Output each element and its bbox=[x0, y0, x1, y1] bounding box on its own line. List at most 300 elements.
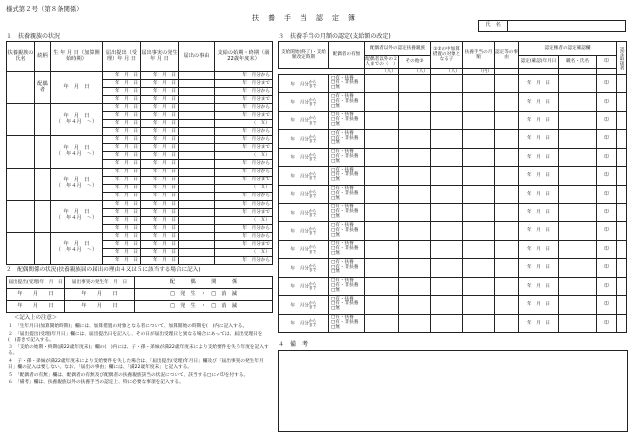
approve-date[interactable]: 年 月 日 bbox=[519, 93, 559, 111]
approve-date[interactable]: 年 月 日 bbox=[519, 75, 559, 93]
approver-name[interactable] bbox=[559, 111, 597, 129]
spouse-checkbox[interactable]: □有・非扶養 bbox=[331, 80, 359, 86]
reason-cell[interactable] bbox=[179, 208, 215, 216]
reason-cell[interactable] bbox=[179, 80, 215, 88]
from-to-options[interactable] bbox=[309, 245, 317, 253]
occurred-date[interactable]: 年 月 日 bbox=[141, 184, 179, 192]
from-to-options[interactable] bbox=[309, 301, 317, 309]
value-cell[interactable] bbox=[431, 130, 463, 148]
period-cell[interactable]: 年 月分まで bbox=[215, 208, 273, 216]
period-cell[interactable]: 年 月分から bbox=[215, 104, 273, 112]
approve-date[interactable]: 年 月 日 bbox=[519, 185, 559, 203]
s2-date[interactable]: 年 月 日 bbox=[65, 289, 135, 301]
start-month[interactable] bbox=[279, 185, 329, 203]
dependent-name[interactable] bbox=[7, 232, 35, 264]
approve-date[interactable]: 年 月 日 bbox=[519, 296, 559, 314]
spouse-checkbox[interactable]: □無 bbox=[331, 232, 340, 238]
value-cell[interactable] bbox=[495, 296, 519, 314]
spouse-checkbox[interactable]: □無 bbox=[331, 121, 340, 127]
value-cell[interactable] bbox=[365, 167, 399, 185]
start-month[interactable] bbox=[279, 75, 329, 93]
spouse-checkbox[interactable]: □無 bbox=[331, 195, 340, 201]
submitted-date[interactable]: 年 月 日 bbox=[103, 232, 141, 240]
spouse-status[interactable] bbox=[329, 296, 365, 314]
value-cell[interactable] bbox=[399, 185, 431, 203]
value-cell[interactable] bbox=[431, 296, 463, 314]
value-cell[interactable] bbox=[463, 277, 495, 295]
spouse-checkbox[interactable]: □無 bbox=[331, 250, 340, 256]
submitted-date[interactable]: 年 月 日 bbox=[103, 80, 141, 88]
spouse-checkbox[interactable]: □有・非扶養 bbox=[331, 135, 359, 141]
spouse-checkbox[interactable]: □無 bbox=[331, 324, 340, 330]
period-cell[interactable]: 年 月分まで bbox=[215, 240, 273, 248]
value-cell[interactable] bbox=[495, 75, 519, 93]
dependent-name[interactable] bbox=[7, 200, 35, 232]
dependent-name[interactable] bbox=[7, 136, 35, 168]
period-cell[interactable]: （ Ｘ） bbox=[215, 152, 273, 160]
reason-cell[interactable] bbox=[179, 184, 215, 192]
dependent-relation[interactable] bbox=[35, 168, 51, 200]
dependent-birth[interactable] bbox=[51, 104, 103, 136]
value-cell[interactable] bbox=[399, 203, 431, 221]
spouse-checkbox[interactable]: □無 bbox=[331, 177, 340, 183]
spouse-checkbox[interactable]: □無 bbox=[331, 103, 340, 109]
seal-cell[interactable]: 印 bbox=[597, 277, 617, 295]
dependent-name[interactable] bbox=[7, 104, 35, 136]
dependent-birth[interactable] bbox=[51, 168, 103, 200]
value-cell[interactable] bbox=[495, 259, 519, 277]
submitted-date[interactable]: 年 月 日 bbox=[103, 72, 141, 80]
occurred-date[interactable]: 年 月 日 bbox=[141, 224, 179, 232]
spouse-checkbox[interactable]: □有・非扶養 bbox=[331, 209, 359, 215]
spouse-checkbox[interactable]: □有・扶養 bbox=[331, 222, 354, 228]
spouse-status[interactable] bbox=[329, 130, 365, 148]
spouse-checkbox[interactable]: □有・非扶養 bbox=[331, 190, 359, 196]
spouse-status[interactable] bbox=[329, 148, 365, 166]
value-cell[interactable] bbox=[365, 296, 399, 314]
from-to-options[interactable] bbox=[309, 209, 317, 217]
s2-date[interactable]: 年 月 日 bbox=[7, 301, 65, 313]
reason-cell[interactable] bbox=[179, 96, 215, 104]
reason-cell[interactable] bbox=[179, 248, 215, 256]
approver-name[interactable] bbox=[559, 167, 597, 185]
value-cell[interactable] bbox=[365, 222, 399, 240]
occurred-date[interactable]: 年 月 日 bbox=[141, 128, 179, 136]
occurred-date[interactable]: 年 月 日 bbox=[141, 152, 179, 160]
reason-cell[interactable] bbox=[179, 136, 215, 144]
reason-cell[interactable] bbox=[179, 120, 215, 128]
dependent-relation[interactable] bbox=[35, 232, 51, 264]
spouse-checkbox[interactable]: □無 bbox=[331, 269, 340, 275]
occurred-date[interactable]: 年 月 日 bbox=[141, 104, 179, 112]
reason-cell[interactable] bbox=[179, 232, 215, 240]
from-to-options[interactable] bbox=[309, 172, 317, 180]
start-month[interactable] bbox=[279, 314, 329, 332]
dependent-name[interactable] bbox=[7, 72, 35, 104]
handler-cell[interactable] bbox=[617, 222, 627, 240]
occurred-date[interactable]: 年 月 日 bbox=[141, 168, 179, 176]
spouse-status[interactable] bbox=[329, 240, 365, 258]
value-cell[interactable] bbox=[365, 130, 399, 148]
handler-cell[interactable] bbox=[617, 240, 627, 258]
spouse-checkbox[interactable]: □有・非扶養 bbox=[331, 282, 359, 288]
occurred-date[interactable]: 年 月 日 bbox=[141, 192, 179, 200]
handler-cell[interactable] bbox=[617, 296, 627, 314]
handler-cell[interactable] bbox=[617, 314, 627, 332]
spouse-status[interactable] bbox=[329, 167, 365, 185]
reason-cell[interactable] bbox=[179, 104, 215, 112]
period-cell[interactable]: 年 月分まで bbox=[215, 96, 273, 104]
seal-cell[interactable]: 印 bbox=[597, 167, 617, 185]
value-cell[interactable] bbox=[399, 259, 431, 277]
handler-cell[interactable] bbox=[617, 185, 627, 203]
value-cell[interactable] bbox=[463, 93, 495, 111]
submitted-date[interactable]: 年 月 日 bbox=[103, 200, 141, 208]
approver-name[interactable] bbox=[559, 296, 597, 314]
from-to-options[interactable] bbox=[309, 282, 317, 290]
approve-date[interactable]: 年 月 日 bbox=[519, 167, 559, 185]
spouse-checkbox[interactable]: □有・扶養 bbox=[331, 149, 354, 155]
reason-cell[interactable] bbox=[179, 192, 215, 200]
reason-cell[interactable] bbox=[179, 200, 215, 208]
approve-date[interactable]: 年 月 日 bbox=[519, 314, 559, 332]
occurred-date[interactable]: 年 月 日 bbox=[141, 240, 179, 248]
spouse-status[interactable] bbox=[329, 203, 365, 221]
occurred-date[interactable]: 年 月 日 bbox=[141, 176, 179, 184]
submitted-date[interactable]: 年 月 日 bbox=[103, 96, 141, 104]
value-cell[interactable] bbox=[463, 148, 495, 166]
occurred-date[interactable]: 年 月 日 bbox=[141, 88, 179, 96]
from-to-options[interactable] bbox=[309, 319, 317, 327]
value-cell[interactable] bbox=[365, 277, 399, 295]
value-cell[interactable] bbox=[495, 222, 519, 240]
occurred-date[interactable]: 年 月 日 bbox=[141, 80, 179, 88]
approver-name[interactable] bbox=[559, 130, 597, 148]
s2-date[interactable]: 年 月 日 bbox=[65, 301, 135, 313]
value-cell[interactable] bbox=[463, 222, 495, 240]
spouse-checkbox[interactable]: □有・扶養 bbox=[331, 278, 354, 284]
occurred-date[interactable]: 年 月 日 bbox=[141, 160, 179, 168]
start-month[interactable] bbox=[279, 148, 329, 166]
value-cell[interactable] bbox=[431, 93, 463, 111]
from-to-options[interactable] bbox=[309, 264, 317, 272]
spouse-checkbox[interactable]: □無 bbox=[331, 85, 340, 91]
value-cell[interactable] bbox=[495, 93, 519, 111]
spouse-checkbox[interactable]: □有・扶養 bbox=[331, 241, 354, 247]
s2-date[interactable]: 年 月 日 bbox=[7, 289, 65, 301]
occurred-date[interactable]: 年 月 日 bbox=[141, 256, 179, 264]
occurred-date[interactable]: 年 月 日 bbox=[141, 72, 179, 80]
submitted-date[interactable]: 年 月 日 bbox=[103, 192, 141, 200]
start-month[interactable] bbox=[279, 93, 329, 111]
approve-date[interactable]: 年 月 日 bbox=[519, 259, 559, 277]
submitted-date[interactable]: 年 月 日 bbox=[103, 256, 141, 264]
value-cell[interactable] bbox=[495, 148, 519, 166]
spouse-status[interactable] bbox=[329, 222, 365, 240]
spouse-checkbox[interactable]: □有・扶養 bbox=[331, 112, 354, 118]
submitted-date[interactable]: 年 月 日 bbox=[103, 184, 141, 192]
approver-name[interactable] bbox=[559, 148, 597, 166]
start-month[interactable] bbox=[279, 203, 329, 221]
approver-name[interactable] bbox=[559, 203, 597, 221]
period-cell[interactable]: 年 月分から bbox=[215, 72, 273, 80]
spouse-checkbox[interactable]: □有・非扶養 bbox=[331, 172, 359, 178]
seal-cell[interactable]: 印 bbox=[597, 222, 617, 240]
value-cell[interactable] bbox=[463, 130, 495, 148]
period-cell[interactable]: 年 月分から bbox=[215, 168, 273, 176]
approver-name[interactable] bbox=[559, 277, 597, 295]
spouse-status[interactable] bbox=[329, 75, 365, 93]
approve-date[interactable]: 年 月 日 bbox=[519, 130, 559, 148]
approver-name[interactable] bbox=[559, 93, 597, 111]
seal-cell[interactable]: 印 bbox=[597, 93, 617, 111]
start-month[interactable] bbox=[279, 259, 329, 277]
spouse-checkbox[interactable]: □無 bbox=[331, 140, 340, 146]
submitted-date[interactable]: 年 月 日 bbox=[103, 112, 141, 120]
handler-cell[interactable] bbox=[617, 167, 627, 185]
handler-cell[interactable] bbox=[617, 148, 627, 166]
dependent-relation[interactable] bbox=[35, 104, 51, 136]
value-cell[interactable] bbox=[463, 167, 495, 185]
reason-cell[interactable] bbox=[179, 112, 215, 120]
approve-date[interactable]: 年 月 日 bbox=[519, 203, 559, 221]
remarks-box[interactable] bbox=[278, 350, 628, 432]
value-cell[interactable] bbox=[365, 75, 399, 93]
reason-cell[interactable] bbox=[179, 152, 215, 160]
value-cell[interactable] bbox=[495, 240, 519, 258]
period-cell[interactable]: 年 月分まで bbox=[215, 176, 273, 184]
spouse-checkbox[interactable]: □有・非扶養 bbox=[331, 301, 359, 307]
value-cell[interactable] bbox=[399, 130, 431, 148]
handler-cell[interactable] bbox=[617, 259, 627, 277]
period-cell[interactable]: （ Ｘ） bbox=[215, 120, 273, 128]
reason-cell[interactable] bbox=[179, 240, 215, 248]
reason-cell[interactable] bbox=[179, 128, 215, 136]
reason-cell[interactable] bbox=[179, 256, 215, 264]
seal-cell[interactable]: 印 bbox=[597, 259, 617, 277]
value-cell[interactable] bbox=[399, 240, 431, 258]
reason-cell[interactable] bbox=[179, 176, 215, 184]
dependent-birth[interactable] bbox=[51, 136, 103, 168]
submitted-date[interactable]: 年 月 日 bbox=[103, 208, 141, 216]
start-month[interactable] bbox=[279, 277, 329, 295]
value-cell[interactable] bbox=[431, 75, 463, 93]
occurred-date[interactable]: 年 月 日 bbox=[141, 96, 179, 104]
approver-name[interactable] bbox=[559, 75, 597, 93]
reason-cell[interactable] bbox=[179, 72, 215, 80]
seal-cell[interactable]: 印 bbox=[597, 240, 617, 258]
period-cell[interactable]: 年 月分から bbox=[215, 224, 273, 232]
handler-cell[interactable] bbox=[617, 93, 627, 111]
value-cell[interactable] bbox=[365, 185, 399, 203]
reason-cell[interactable] bbox=[179, 160, 215, 168]
value-cell[interactable] bbox=[463, 185, 495, 203]
spouse-checkbox[interactable]: □有・扶養 bbox=[331, 259, 354, 265]
value-cell[interactable] bbox=[399, 277, 431, 295]
spouse-status[interactable] bbox=[329, 93, 365, 111]
value-cell[interactable] bbox=[495, 277, 519, 295]
s2-occur-options[interactable]: □ 発 生 ・ □ 消 滅 bbox=[135, 301, 273, 313]
handler-cell[interactable] bbox=[617, 111, 627, 129]
value-cell[interactable] bbox=[399, 296, 431, 314]
dependent-name[interactable] bbox=[7, 168, 35, 200]
value-cell[interactable] bbox=[463, 240, 495, 258]
from-to-options[interactable] bbox=[309, 227, 317, 235]
period-cell[interactable]: 年 月分から bbox=[215, 232, 273, 240]
spouse-checkbox[interactable]: □有・非扶養 bbox=[331, 98, 359, 104]
period-cell[interactable]: 年 月分まで bbox=[215, 144, 273, 152]
submitted-date[interactable]: 年 月 日 bbox=[103, 120, 141, 128]
seal-cell[interactable]: 印 bbox=[597, 148, 617, 166]
value-cell[interactable] bbox=[431, 111, 463, 129]
value-cell[interactable] bbox=[365, 314, 399, 332]
period-cell[interactable]: （ Ｘ） bbox=[215, 248, 273, 256]
approve-date[interactable]: 年 月 日 bbox=[519, 111, 559, 129]
value-cell[interactable] bbox=[365, 203, 399, 221]
seal-cell[interactable]: 印 bbox=[597, 130, 617, 148]
period-cell[interactable]: 年 月分から bbox=[215, 136, 273, 144]
dependent-birth[interactable] bbox=[51, 72, 103, 104]
period-cell[interactable]: 年 月分から bbox=[215, 160, 273, 168]
value-cell[interactable] bbox=[365, 148, 399, 166]
handler-cell[interactable] bbox=[617, 130, 627, 148]
spouse-checkbox[interactable]: □有・非扶養 bbox=[331, 264, 359, 270]
spouse-checkbox[interactable]: □有・扶養 bbox=[331, 75, 354, 81]
from-to-options[interactable] bbox=[309, 135, 317, 143]
reason-cell[interactable] bbox=[179, 168, 215, 176]
submitted-date[interactable]: 年 月 日 bbox=[103, 88, 141, 96]
from-to-options[interactable] bbox=[309, 98, 317, 106]
value-cell[interactable] bbox=[365, 259, 399, 277]
submitted-date[interactable]: 年 月 日 bbox=[103, 216, 141, 224]
start-month[interactable] bbox=[279, 111, 329, 129]
value-cell[interactable] bbox=[365, 111, 399, 129]
submitted-date[interactable]: 年 月 日 bbox=[103, 152, 141, 160]
value-cell[interactable] bbox=[431, 148, 463, 166]
start-month[interactable] bbox=[279, 130, 329, 148]
period-cell[interactable]: 年 月分まで bbox=[215, 80, 273, 88]
start-month[interactable] bbox=[279, 222, 329, 240]
spouse-checkbox[interactable]: □無 bbox=[331, 158, 340, 164]
name-field[interactable] bbox=[508, 21, 626, 32]
period-cell[interactable]: （ Ｘ） bbox=[215, 184, 273, 192]
submitted-date[interactable]: 年 月 日 bbox=[103, 128, 141, 136]
dependent-birth[interactable] bbox=[51, 200, 103, 232]
occurred-date[interactable]: 年 月 日 bbox=[141, 208, 179, 216]
spouse-checkbox[interactable]: □有・非扶養 bbox=[331, 319, 359, 325]
value-cell[interactable] bbox=[495, 203, 519, 221]
occurred-date[interactable]: 年 月 日 bbox=[141, 200, 179, 208]
approver-name[interactable] bbox=[559, 314, 597, 332]
value-cell[interactable] bbox=[399, 167, 431, 185]
value-cell[interactable] bbox=[495, 167, 519, 185]
submitted-date[interactable]: 年 月 日 bbox=[103, 224, 141, 232]
value-cell[interactable] bbox=[463, 75, 495, 93]
dependent-relation[interactable]: 配偶者 bbox=[35, 72, 51, 104]
reason-cell[interactable] bbox=[179, 224, 215, 232]
spouse-checkbox[interactable]: □有・扶養 bbox=[331, 204, 354, 210]
value-cell[interactable] bbox=[463, 259, 495, 277]
value-cell[interactable] bbox=[431, 167, 463, 185]
spouse-checkbox[interactable]: □有・非扶養 bbox=[331, 154, 359, 160]
seal-cell[interactable]: 印 bbox=[597, 203, 617, 221]
spouse-checkbox[interactable]: □有・非扶養 bbox=[331, 117, 359, 123]
seal-cell[interactable]: 印 bbox=[597, 314, 617, 332]
from-to-options[interactable] bbox=[309, 116, 317, 124]
from-to-options[interactable] bbox=[309, 153, 317, 161]
value-cell[interactable] bbox=[463, 296, 495, 314]
value-cell[interactable] bbox=[399, 75, 431, 93]
from-to-options[interactable] bbox=[309, 190, 317, 198]
value-cell[interactable] bbox=[463, 203, 495, 221]
period-cell[interactable]: 年 月分から bbox=[215, 192, 273, 200]
period-cell[interactable]: 年 月分から bbox=[215, 200, 273, 208]
value-cell[interactable] bbox=[431, 185, 463, 203]
spouse-checkbox[interactable]: □有・扶養 bbox=[331, 130, 354, 136]
value-cell[interactable] bbox=[365, 240, 399, 258]
seal-cell[interactable]: 印 bbox=[597, 111, 617, 129]
s2-occur-options[interactable]: □ 発 生 ・ □ 消 滅 bbox=[135, 289, 273, 301]
value-cell[interactable] bbox=[399, 111, 431, 129]
occurred-date[interactable]: 年 月 日 bbox=[141, 144, 179, 152]
dependent-relation[interactable] bbox=[35, 200, 51, 232]
occurred-date[interactable]: 年 月 日 bbox=[141, 248, 179, 256]
value-cell[interactable] bbox=[399, 148, 431, 166]
approve-date[interactable]: 年 月 日 bbox=[519, 240, 559, 258]
period-cell[interactable]: 年 月分から bbox=[215, 88, 273, 96]
value-cell[interactable] bbox=[399, 93, 431, 111]
dependent-birth[interactable] bbox=[51, 232, 103, 264]
reason-cell[interactable] bbox=[179, 216, 215, 224]
period-cell[interactable]: 年 月分から bbox=[215, 256, 273, 264]
occurred-date[interactable]: 年 月 日 bbox=[141, 232, 179, 240]
handler-cell[interactable] bbox=[617, 203, 627, 221]
value-cell[interactable] bbox=[431, 277, 463, 295]
value-cell[interactable] bbox=[365, 93, 399, 111]
submitted-date[interactable]: 年 月 日 bbox=[103, 144, 141, 152]
spouse-checkbox[interactable]: □有・扶養 bbox=[331, 167, 354, 173]
value-cell[interactable] bbox=[399, 314, 431, 332]
submitted-date[interactable]: 年 月 日 bbox=[103, 240, 141, 248]
submitted-date[interactable]: 年 月 日 bbox=[103, 104, 141, 112]
spouse-checkbox[interactable]: □無 bbox=[331, 214, 340, 220]
value-cell[interactable] bbox=[431, 259, 463, 277]
period-cell[interactable]: （ Ｘ） bbox=[215, 216, 273, 224]
period-cell[interactable]: 年 月分まで bbox=[215, 112, 273, 120]
spouse-checkbox[interactable]: □有・扶養 bbox=[331, 186, 354, 192]
start-month[interactable] bbox=[279, 296, 329, 314]
start-month[interactable] bbox=[279, 240, 329, 258]
reason-cell[interactable] bbox=[179, 144, 215, 152]
spouse-checkbox[interactable]: □無 bbox=[331, 306, 340, 312]
occurred-date[interactable]: 年 月 日 bbox=[141, 112, 179, 120]
seal-cell[interactable]: 印 bbox=[597, 75, 617, 93]
value-cell[interactable] bbox=[495, 130, 519, 148]
approve-date[interactable]: 年 月 日 bbox=[519, 222, 559, 240]
occurred-date[interactable]: 年 月 日 bbox=[141, 216, 179, 224]
value-cell[interactable] bbox=[431, 314, 463, 332]
value-cell[interactable] bbox=[463, 111, 495, 129]
handler-cell[interactable] bbox=[617, 277, 627, 295]
value-cell[interactable] bbox=[431, 203, 463, 221]
submitted-date[interactable]: 年 月 日 bbox=[103, 176, 141, 184]
seal-cell[interactable]: 印 bbox=[597, 296, 617, 314]
approver-name[interactable] bbox=[559, 240, 597, 258]
occurred-date[interactable]: 年 月 日 bbox=[141, 120, 179, 128]
value-cell[interactable] bbox=[431, 222, 463, 240]
value-cell[interactable] bbox=[495, 314, 519, 332]
spouse-status[interactable] bbox=[329, 314, 365, 332]
